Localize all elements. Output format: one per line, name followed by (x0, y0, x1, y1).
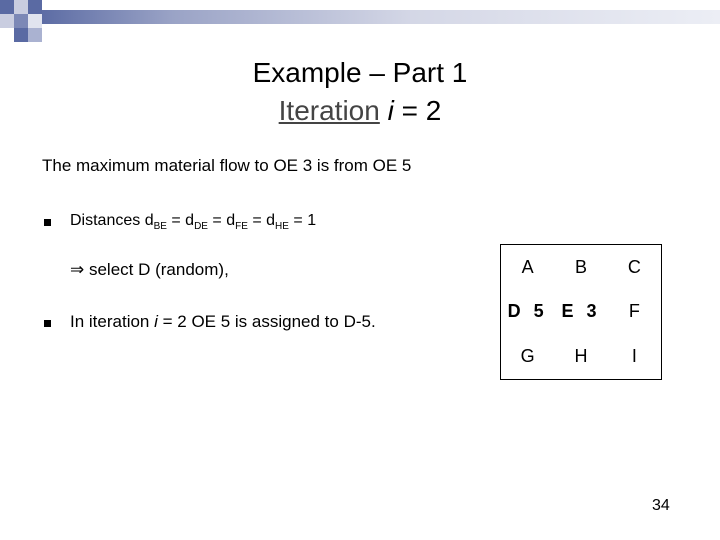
distance-eq: = d (166, 212, 195, 229)
grid-cell: B (574, 256, 587, 277)
distance-subscript: FE (235, 221, 248, 233)
banner-square (14, 14, 28, 28)
slide-title-line1: Example – Part 1 (252, 57, 468, 88)
implies-icon: ⇒ (70, 260, 85, 279)
title-iteration-value: = 2 (393, 95, 442, 126)
select-line (70, 260, 229, 280)
bullet-square-icon (44, 219, 51, 226)
distance-subscript: HE (275, 221, 289, 233)
grid-cell: A (521, 256, 534, 277)
grid-cell: H (574, 346, 588, 367)
banner-square (28, 14, 42, 28)
grid-cell: F (628, 301, 640, 322)
select-text: select D (random), (84, 260, 229, 279)
layout-grid (500, 244, 662, 380)
bullet-square-icon (44, 320, 51, 327)
title-iteration-var: i (387, 95, 394, 126)
title-iteration-word: Iteration (278, 95, 380, 126)
grid-cell: I (631, 346, 637, 367)
page-number: 34 (652, 497, 670, 514)
grid-cell: G (520, 346, 535, 367)
distances-prefix: Distances d (70, 212, 154, 229)
assign-prefix: In iteration (70, 312, 155, 331)
banner-square (28, 28, 42, 42)
grid-cell-assigned: E 3 (561, 301, 601, 322)
assignment-line (70, 312, 376, 332)
distances-line (70, 212, 316, 232)
lead-text: The maximum material flow to OE 3 is from OE 5 (42, 156, 412, 175)
header-banner (0, 0, 720, 48)
distance-subscript: BE (153, 221, 167, 233)
grid-cell-assigned: D 5 (507, 301, 548, 322)
banner-square (14, 28, 28, 42)
distance-subscript: DE (194, 221, 208, 233)
distance-eq: = 1 (288, 212, 317, 229)
distance-eq: = d (247, 212, 276, 229)
assign-rest: = 2 OE 5 is assigned to D-5. (157, 312, 376, 331)
banner-gradient-strip (36, 10, 720, 24)
banner-square (0, 14, 14, 28)
assign-var: i (154, 312, 158, 331)
banner-square (14, 0, 28, 14)
banner-square (0, 0, 14, 14)
grid-cell: C (627, 256, 641, 277)
distance-eq: = d (207, 212, 236, 229)
slide-title-line2 (0, 94, 720, 128)
banner-square (28, 0, 42, 14)
